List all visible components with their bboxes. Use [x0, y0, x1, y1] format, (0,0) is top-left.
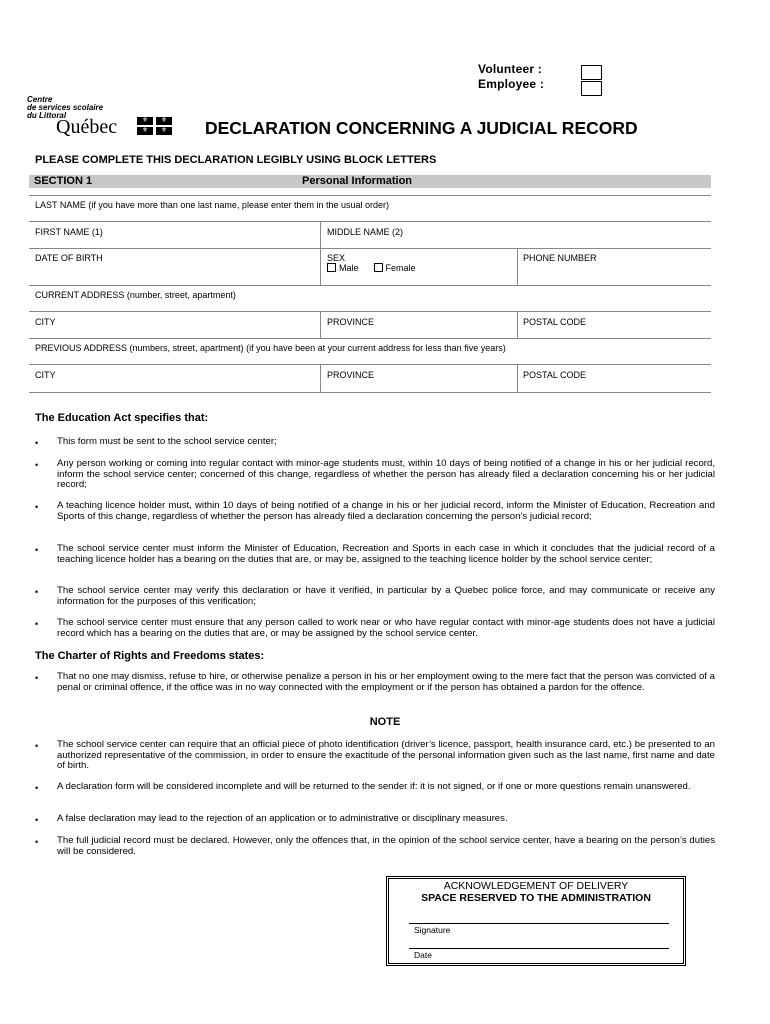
bullet-icon: • — [35, 619, 39, 629]
divider — [517, 248, 518, 285]
bullet-icon: • — [35, 837, 39, 847]
divider — [29, 248, 711, 249]
female-label: Female — [385, 263, 416, 273]
list-item: That no one may dismiss, refuse to hire, or otherwise penalize a person in his or her employment owing to the mere fact that the person was convicted of a penal or criminal offence, if the office was in no way connected with the employment or if the person has obtained a pardon for the offence. — [57, 671, 715, 693]
divider — [320, 221, 321, 285]
divider — [320, 364, 321, 392]
divider — [29, 285, 711, 286]
acknowledgement-box — [386, 876, 686, 966]
list-item: This form must be sent to the school service center; — [57, 436, 277, 447]
bullet-icon: • — [35, 783, 39, 793]
sex-options — [327, 263, 416, 273]
sex-label: SEX — [327, 253, 346, 263]
previous-city-field[interactable]: CITY — [35, 370, 56, 380]
bullet-icon: • — [35, 741, 39, 751]
list-item: A false declaration may lead to the rejection of an application or to administrative or disciplinary measures. — [57, 813, 508, 824]
logo-quebec-wordmark: Québec — [56, 116, 118, 138]
bullet-icon: • — [35, 502, 39, 512]
employee-label: Employee : — [478, 77, 545, 91]
list-item: The full judicial record must be declared. However, only the offences that, in the opinion of the school service center, have a bearing on the person’s duties will be considered. — [57, 835, 715, 857]
list-item: The school service center may verify this declaration or have it verified, in particular by a Quebec police force, and may communicate or receive any information for the purposes of this verification; — [57, 585, 715, 607]
signature-label: Signature — [414, 925, 451, 935]
administration-title: SPACE RESERVED TO THE ADMINISTRATION — [421, 892, 651, 904]
bullet-icon: • — [35, 815, 39, 825]
list-item: A teaching licence holder must, within 10 days of being notified of a change in his or her judicial record, inform the Minister of Education, Recreation and Sports of this change, regardless of whether the person has already filed a declaration concerning the person’s judicial record; — [57, 500, 715, 522]
form-title: DECLARATION CONCERNING A JUDICIAL RECORD — [205, 118, 638, 138]
employee-checkbox[interactable] — [581, 81, 602, 96]
note-heading: NOTE — [369, 716, 401, 728]
fleur-de-lis-icon: ⚜ ⚜ ⚜ ⚜ — [137, 117, 173, 135]
divider — [29, 195, 711, 196]
divider — [320, 311, 321, 338]
bullet-icon: • — [35, 460, 39, 470]
list-item: A declaration form will be considered incomplete and will be returned to the sender if: it is not signed, or if one or more questions remain unanswered. — [57, 781, 691, 792]
divider — [29, 364, 711, 365]
bullet-icon: • — [35, 587, 39, 597]
previous-postal-code-field[interactable]: POSTAL CODE — [523, 370, 587, 380]
list-item: The school service center must ensure that any person called to work near or who have regular contact with minor-age students does not have a judicial record which has a bearing on the duties that are, or may be assigned by the school service center. — [57, 617, 715, 639]
current-address-field[interactable]: CURRENT ADDRESS (number, street, apartment) — [35, 290, 236, 300]
date-of-birth-field[interactable]: DATE OF BIRTH — [35, 253, 103, 263]
logo-line-3: du Littoral — [27, 111, 67, 120]
signature-line[interactable] — [409, 923, 669, 924]
divider — [517, 364, 518, 392]
divider — [29, 338, 711, 339]
divider — [29, 311, 711, 312]
female-checkbox[interactable] — [374, 263, 383, 272]
section-label: SECTION 1 — [34, 175, 93, 187]
list-item: The school service center must inform the Minister of Education, Recreation and Sports in each case in which it concludes that the judicial record of a teaching licence holder has a bearing on the duties that are, or may be, assigned to the teaching licence holder by the school service center; — [57, 543, 715, 565]
phone-number-field[interactable]: PHONE NUMBER — [523, 253, 597, 263]
first-name-field[interactable]: FIRST NAME (1) — [35, 227, 103, 237]
previous-province-field[interactable]: PROVINCE — [327, 370, 375, 380]
list-item: Any person working or coming into regular contact with minor-age students must, within 10 days of being notified of a change in his or her judicial record, inform the school service center; concerned of this change, regardless of whether the person has already filed a declaration concerning his or her judicial record; — [57, 458, 715, 491]
city-field[interactable]: CITY — [35, 317, 56, 327]
male-checkbox[interactable] — [327, 263, 336, 272]
middle-name-field[interactable]: MIDDLE NAME (2) — [327, 227, 404, 237]
acknowledgement-title: ACKNOWLEDGEMENT OF DELIVERY — [443, 880, 629, 892]
date-line[interactable] — [409, 948, 669, 949]
section-title: Personal Information — [302, 175, 413, 187]
charter-heading: The Charter of Rights and Freedoms states: — [35, 650, 265, 662]
bullet-icon: • — [35, 438, 39, 448]
volunteer-label: Volunteer : — [478, 62, 542, 76]
divider — [517, 311, 518, 338]
bullet-icon: • — [35, 545, 39, 555]
logo-line-2: de services scolaire — [27, 103, 104, 112]
province-field[interactable]: PROVINCE — [327, 317, 375, 327]
divider — [29, 392, 711, 393]
bullet-icon: • — [35, 673, 39, 683]
divider — [29, 221, 711, 222]
logo-line-1: Centre — [27, 95, 53, 104]
male-label: Male — [339, 263, 359, 273]
list-item: The school service center can require that an official piece of photo identification (driver’s licence, passport, health insurance card, etc.) be presented to an authorized representative of the commission, in order to ensure the exactitude of the personal information given such as the last name, first name and date of birth. — [57, 739, 715, 772]
previous-address-field[interactable]: PREVIOUS ADDRESS (numbers, street, apartment) (if you have been at your current address for less than five years) — [35, 343, 506, 353]
section-header — [29, 175, 711, 188]
postal-code-field[interactable]: POSTAL CODE — [523, 317, 587, 327]
last-name-field[interactable]: LAST NAME (if you have more than one last name, please enter them in the usual order) — [35, 200, 390, 210]
volunteer-checkbox[interactable] — [581, 65, 602, 80]
date-label: Date — [414, 950, 432, 960]
education-act-heading: The Education Act specifies that: — [35, 412, 209, 424]
form-instruction: PLEASE COMPLETE THIS DECLARATION LEGIBLY USING BLOCK LETTERS — [35, 154, 437, 166]
